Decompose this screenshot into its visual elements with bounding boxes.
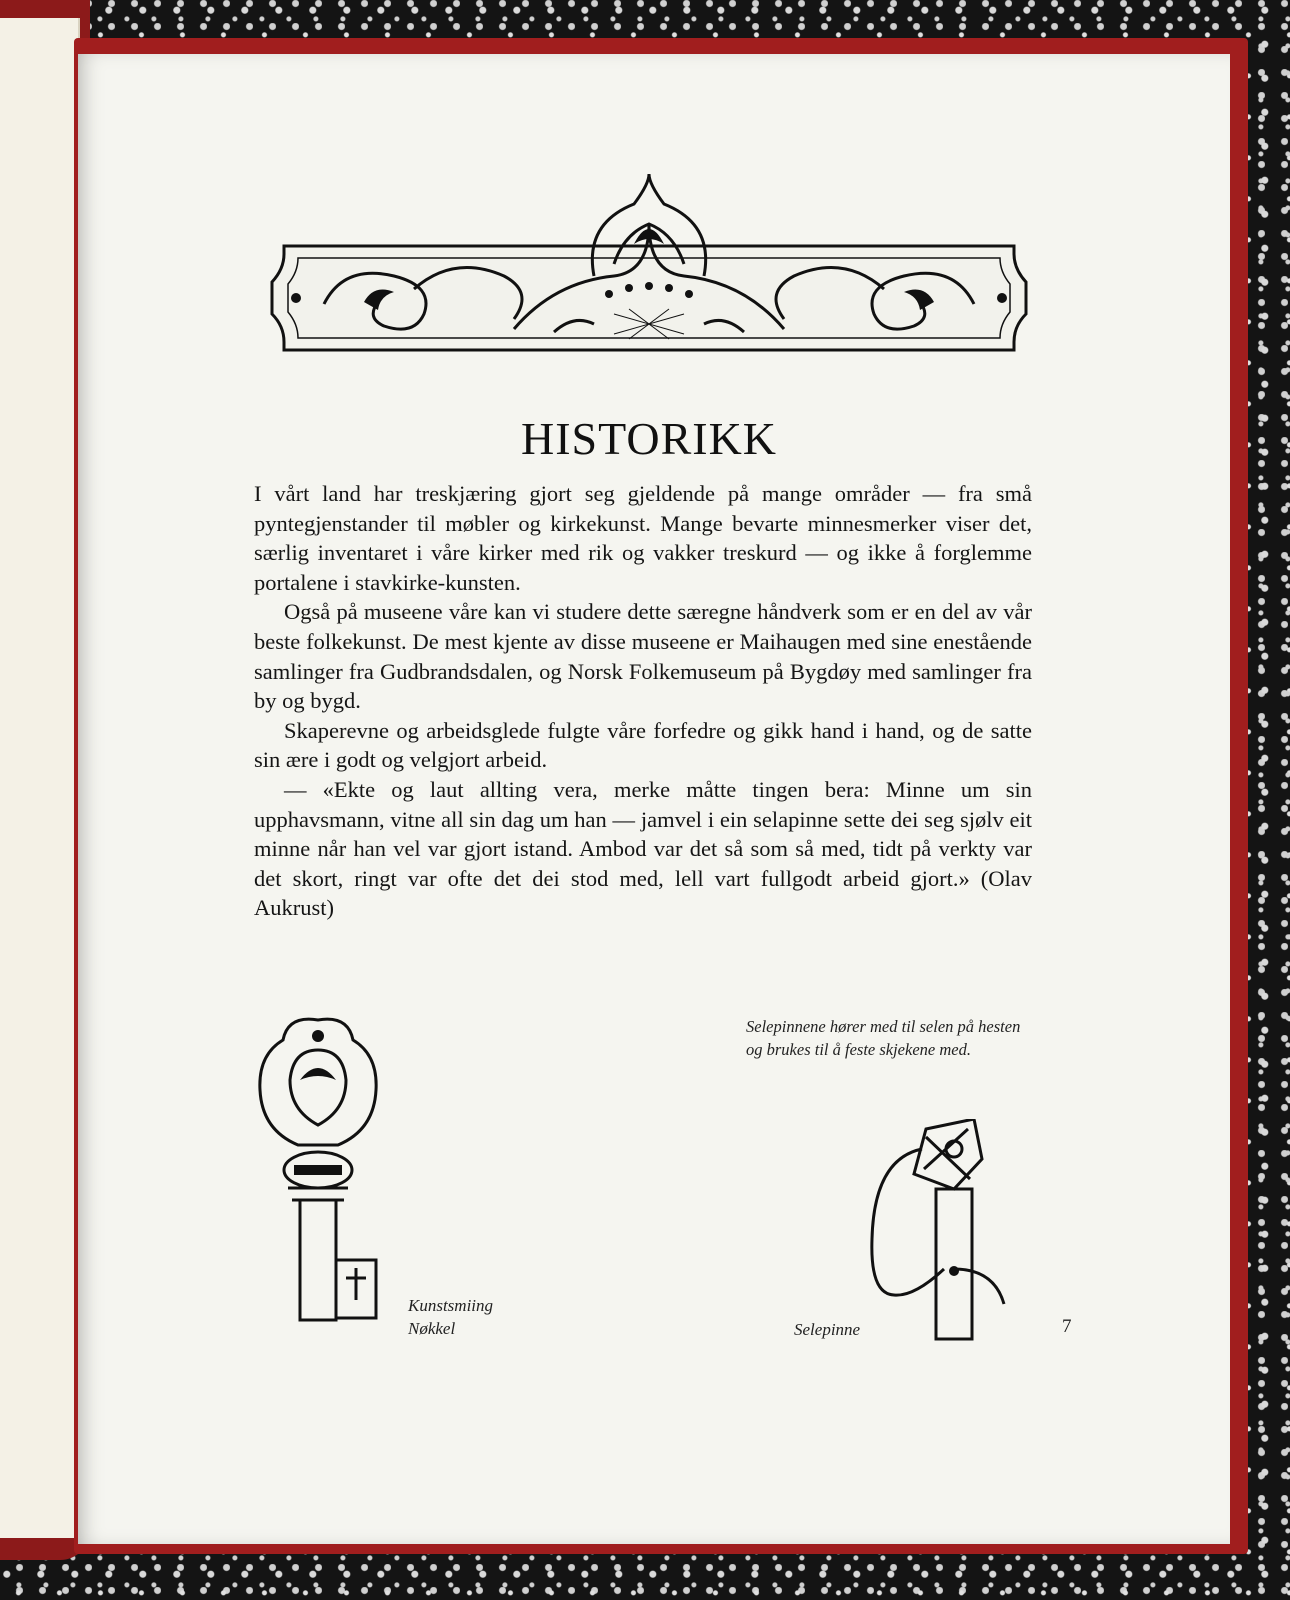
selepinne-note: Selepinnene hører med til selen på hesten og brukes til å feste skjekene med. (746, 1017, 1021, 1059)
body-text (254, 479, 1032, 923)
selepinne-caption: Selepinne (794, 1320, 861, 1339)
left-page-edge (0, 18, 80, 1538)
page-number: 7 (1062, 1316, 1072, 1337)
selepinne-drawing (854, 1119, 1034, 1344)
carved-ornament-panel (254, 164, 1044, 424)
key-caption-line-2: Nøkkel (408, 1319, 456, 1338)
key-caption (408, 1294, 568, 1340)
paragraph-1: I vårt land har treskjæring gjort seg gjeldende på mange områder — fra små pyntegjenstander til møbler og kirkekunst. Mange bevarte minnesmerker viser det, særlig inventaret i våre kirker med rik og vakker treskurd — og ikke å forglemme portalene i stavkirke-kunsten. (254, 481, 1032, 595)
paragraph-2: Også på museene våre kan vi studere dette særegne håndverk som er en del av vår beste folkekunst. De mest kjente av disse museene er Maihaugen med sine enestående samlinger fra Gudbrandsdalen, og Norsk Folkemuseum på Bygdøy med samlinger fra by og bygd. (254, 599, 1032, 714)
ornate-key-drawing (248, 1010, 388, 1340)
page-title: HISTORIKK (520, 413, 778, 464)
book-page (78, 54, 1230, 1544)
paragraph-3: Skaperevne og arbeidsglede fulgte våre forfedre og gikk hand i hand, og de satte sin ære i godt og velgjort arbeid. (254, 717, 1032, 773)
paragraph-4-quote: — «Ekte og laut allting vera, merke måtte tingen bera: Minne um sin upphavsmann, vitne all sin dag um han — jamvel i ein selapinne sette dei seg sjølv eit minne når han vel var gjort istand. Ambod var det så som så med, tidt på verkty var det skort, ringt var ofte det dei stod med, lell vart fullgodt arbeid gjort.» (Olav Aukrust) (254, 776, 1032, 921)
key-caption-line-1: Kunstsmiing (408, 1296, 494, 1315)
